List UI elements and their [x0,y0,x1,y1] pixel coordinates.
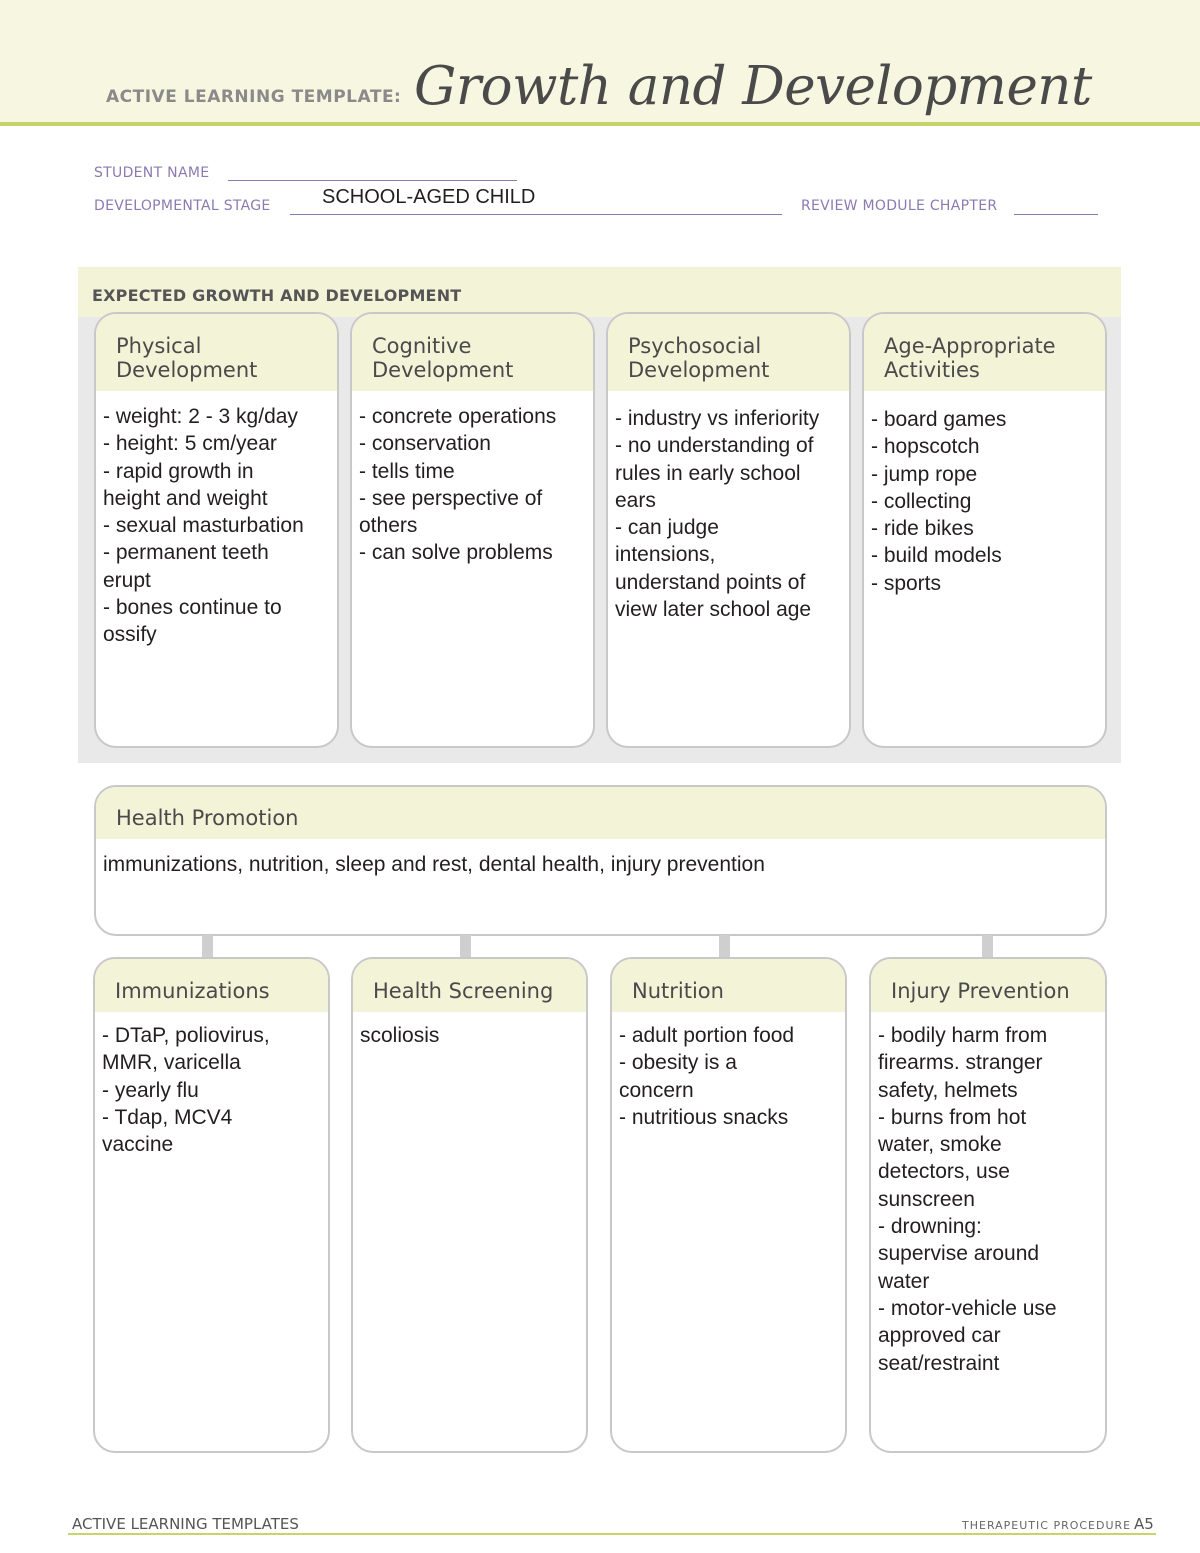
box-heading: Health Screening [353,959,586,1012]
connector [202,935,213,959]
box-content: - board games - hopscotch - jump rope - collecting - ride bikes - build models - sports [871,408,1007,595]
section-title: EXPECTED GROWTH AND DEVELOPMENT [92,286,462,305]
student-name-field[interactable] [228,180,517,181]
health-promotion-content: immunizations, nutrition, sleep and rest, dental health, injury prevention [103,853,765,876]
box-content: - weight: 2 - 3 kg/day - height: 5 cm/year - rapid growth in height and weight - sexual masturbation - permanent teeth erupt - bones continue to ossify [103,405,304,647]
connector [982,935,993,959]
box-heading: Cognitive Development [352,314,593,391]
box-heading: Immunizations [95,959,328,1012]
box-heading: Physical Development [96,314,337,391]
box-content: - adult portion food - obesity is a concern - nutritious snacks [619,1024,795,1129]
health-promotion-box [94,785,1107,936]
review-module-chapter-field[interactable] [1014,214,1098,215]
student-name-label: STUDENT NAME [94,165,210,181]
developmental-stage-label: DEVELOPMENTAL STAGE [94,198,271,214]
box-heading: Age-Appropriate Activities [864,314,1105,391]
template-label: ACTIVE LEARNING TEMPLATE: [106,87,402,107]
connector [460,935,471,959]
injury-prevention-box [869,957,1107,1453]
box-content: - DTaP, poliovirus, MMR, varicella - yearly flu - Tdap, MCV4 vaccine [102,1024,270,1157]
health-promotion-heading: Health Promotion [96,787,1105,839]
connector [719,935,730,959]
immunizations-box [93,957,330,1453]
footer-right-label: THERAPEUTIC PROCEDURE [962,1519,1132,1532]
box-content: - concrete operations - conservation - tells time - see perspective of others - can solve problems [359,405,557,565]
review-module-chapter-label: REVIEW MODULE CHAPTER [801,198,998,214]
box-heading: Nutrition [612,959,845,1012]
footer-left-label: ACTIVE LEARNING TEMPLATES [72,1515,299,1533]
page-number: A5 [1134,1515,1154,1533]
box-content: - bodily harm from firearms. stranger safety, helmets - burns from hot water, smoke detectors, use sunscreen - drowning: supervise around water - motor-vehicle use approved car seat/restraint [878,1024,1057,1375]
physical-development-box [94,312,339,748]
developmental-stage-value: SCHOOL-AGED CHILD [322,186,536,208]
box-heading: Psychosocial Development [608,314,849,391]
nutrition-box [610,957,847,1453]
header-rule [0,122,1200,126]
age-appropriate-activities-box [862,312,1107,748]
box-content: scoliosis [360,1024,440,1047]
box-content: - industry vs inferiority - no understanding of rules in early school ears - can judge intensions, understand points of view later school age [615,407,820,622]
footer-rule [68,1533,1156,1535]
page-title: Growth and Development [414,56,1092,117]
psychosocial-development-box [606,312,851,748]
cognitive-development-box [350,312,595,748]
box-heading: Injury Prevention [871,959,1105,1012]
health-screening-box [351,957,588,1453]
developmental-stage-field[interactable] [290,214,782,215]
